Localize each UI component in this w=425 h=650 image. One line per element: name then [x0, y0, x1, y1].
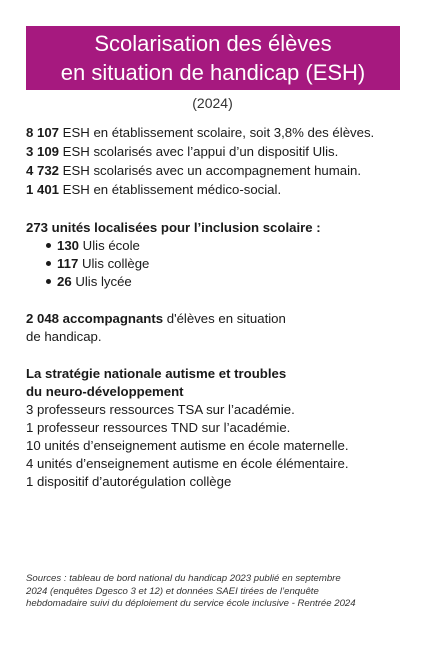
unit-label: Ulis école [79, 238, 140, 253]
stat-text: ESH scolarisés avec un accompagnement humain. [59, 163, 362, 178]
stat-row [26, 124, 374, 142]
unit-value: 117 [57, 256, 79, 271]
strategy-item: 4 unités d’enseignement autisme en école élémentaire. [26, 456, 349, 471]
stat-row [26, 181, 281, 199]
stat-value: 4 732 [26, 163, 60, 178]
title-line-2: en situation de handicap (ESH) [60, 60, 366, 85]
stat-text: ESH scolarisés avec l’appui d’un dispositif Ulis. [59, 144, 339, 159]
stat-value: 1 401 [26, 182, 60, 197]
strategy-item: 1 professeur ressources TND sur l’académie. [26, 420, 291, 435]
title-banner [26, 26, 400, 90]
bullet-icon [46, 243, 51, 248]
year-label: (2024) [192, 95, 233, 111]
stat-row [26, 143, 338, 161]
unit-label: Ulis collège [78, 256, 150, 271]
stat-value: 3 109 [26, 144, 60, 159]
unit-value: 26 [57, 274, 72, 289]
unit-value: 130 [57, 238, 80, 253]
accompagnants-value: 2 048 accompagnants [26, 311, 164, 326]
strategy-heading-1: La stratégie nationale autisme et troubles [26, 366, 287, 381]
strategy-heading-2: du neuro-développement [26, 384, 184, 399]
strategy-item: 1 dispositif d’autorégulation collège [26, 474, 232, 489]
units-heading: 273 unités localisées pour l’inclusion scolaire : [26, 220, 321, 235]
stat-text: ESH en établissement médico-social. [59, 182, 282, 197]
stat-text: ESH en établissement scolaire, soit 3,8% des élèves. [59, 125, 375, 140]
bullet-icon [46, 279, 51, 284]
sources-line: hebdomadaire suivi du déploiement du service école inclusive - Rentrée 2024 [26, 598, 356, 610]
sources-note [26, 573, 406, 611]
unit-label: Ulis lycée [71, 274, 132, 289]
stat-row [26, 162, 361, 180]
bullet-icon [46, 261, 51, 266]
accompagnants-text: d'élèves en situation [163, 311, 286, 326]
accompagnants-line [26, 310, 286, 328]
strategy-item: 10 unités d’enseignement autisme en école maternelle. [26, 438, 349, 453]
stat-value: 8 107 [26, 125, 60, 140]
sources-line: 2024 (enquêtes Dgesco 3 et 12) et données SAEI tirées de l’enquête [26, 585, 319, 597]
list-item [46, 255, 149, 273]
list-item [46, 273, 132, 291]
sources-line: Sources : tableau de bord national du handicap 2023 publié en septembre [26, 573, 341, 584]
title-line-1: Scolarisation des élèves [94, 31, 332, 56]
strategy-item: 3 professeurs ressources TSA sur l’académie. [26, 402, 295, 417]
accompagnants-line-2: de handicap. [26, 329, 102, 344]
list-item [46, 237, 140, 255]
